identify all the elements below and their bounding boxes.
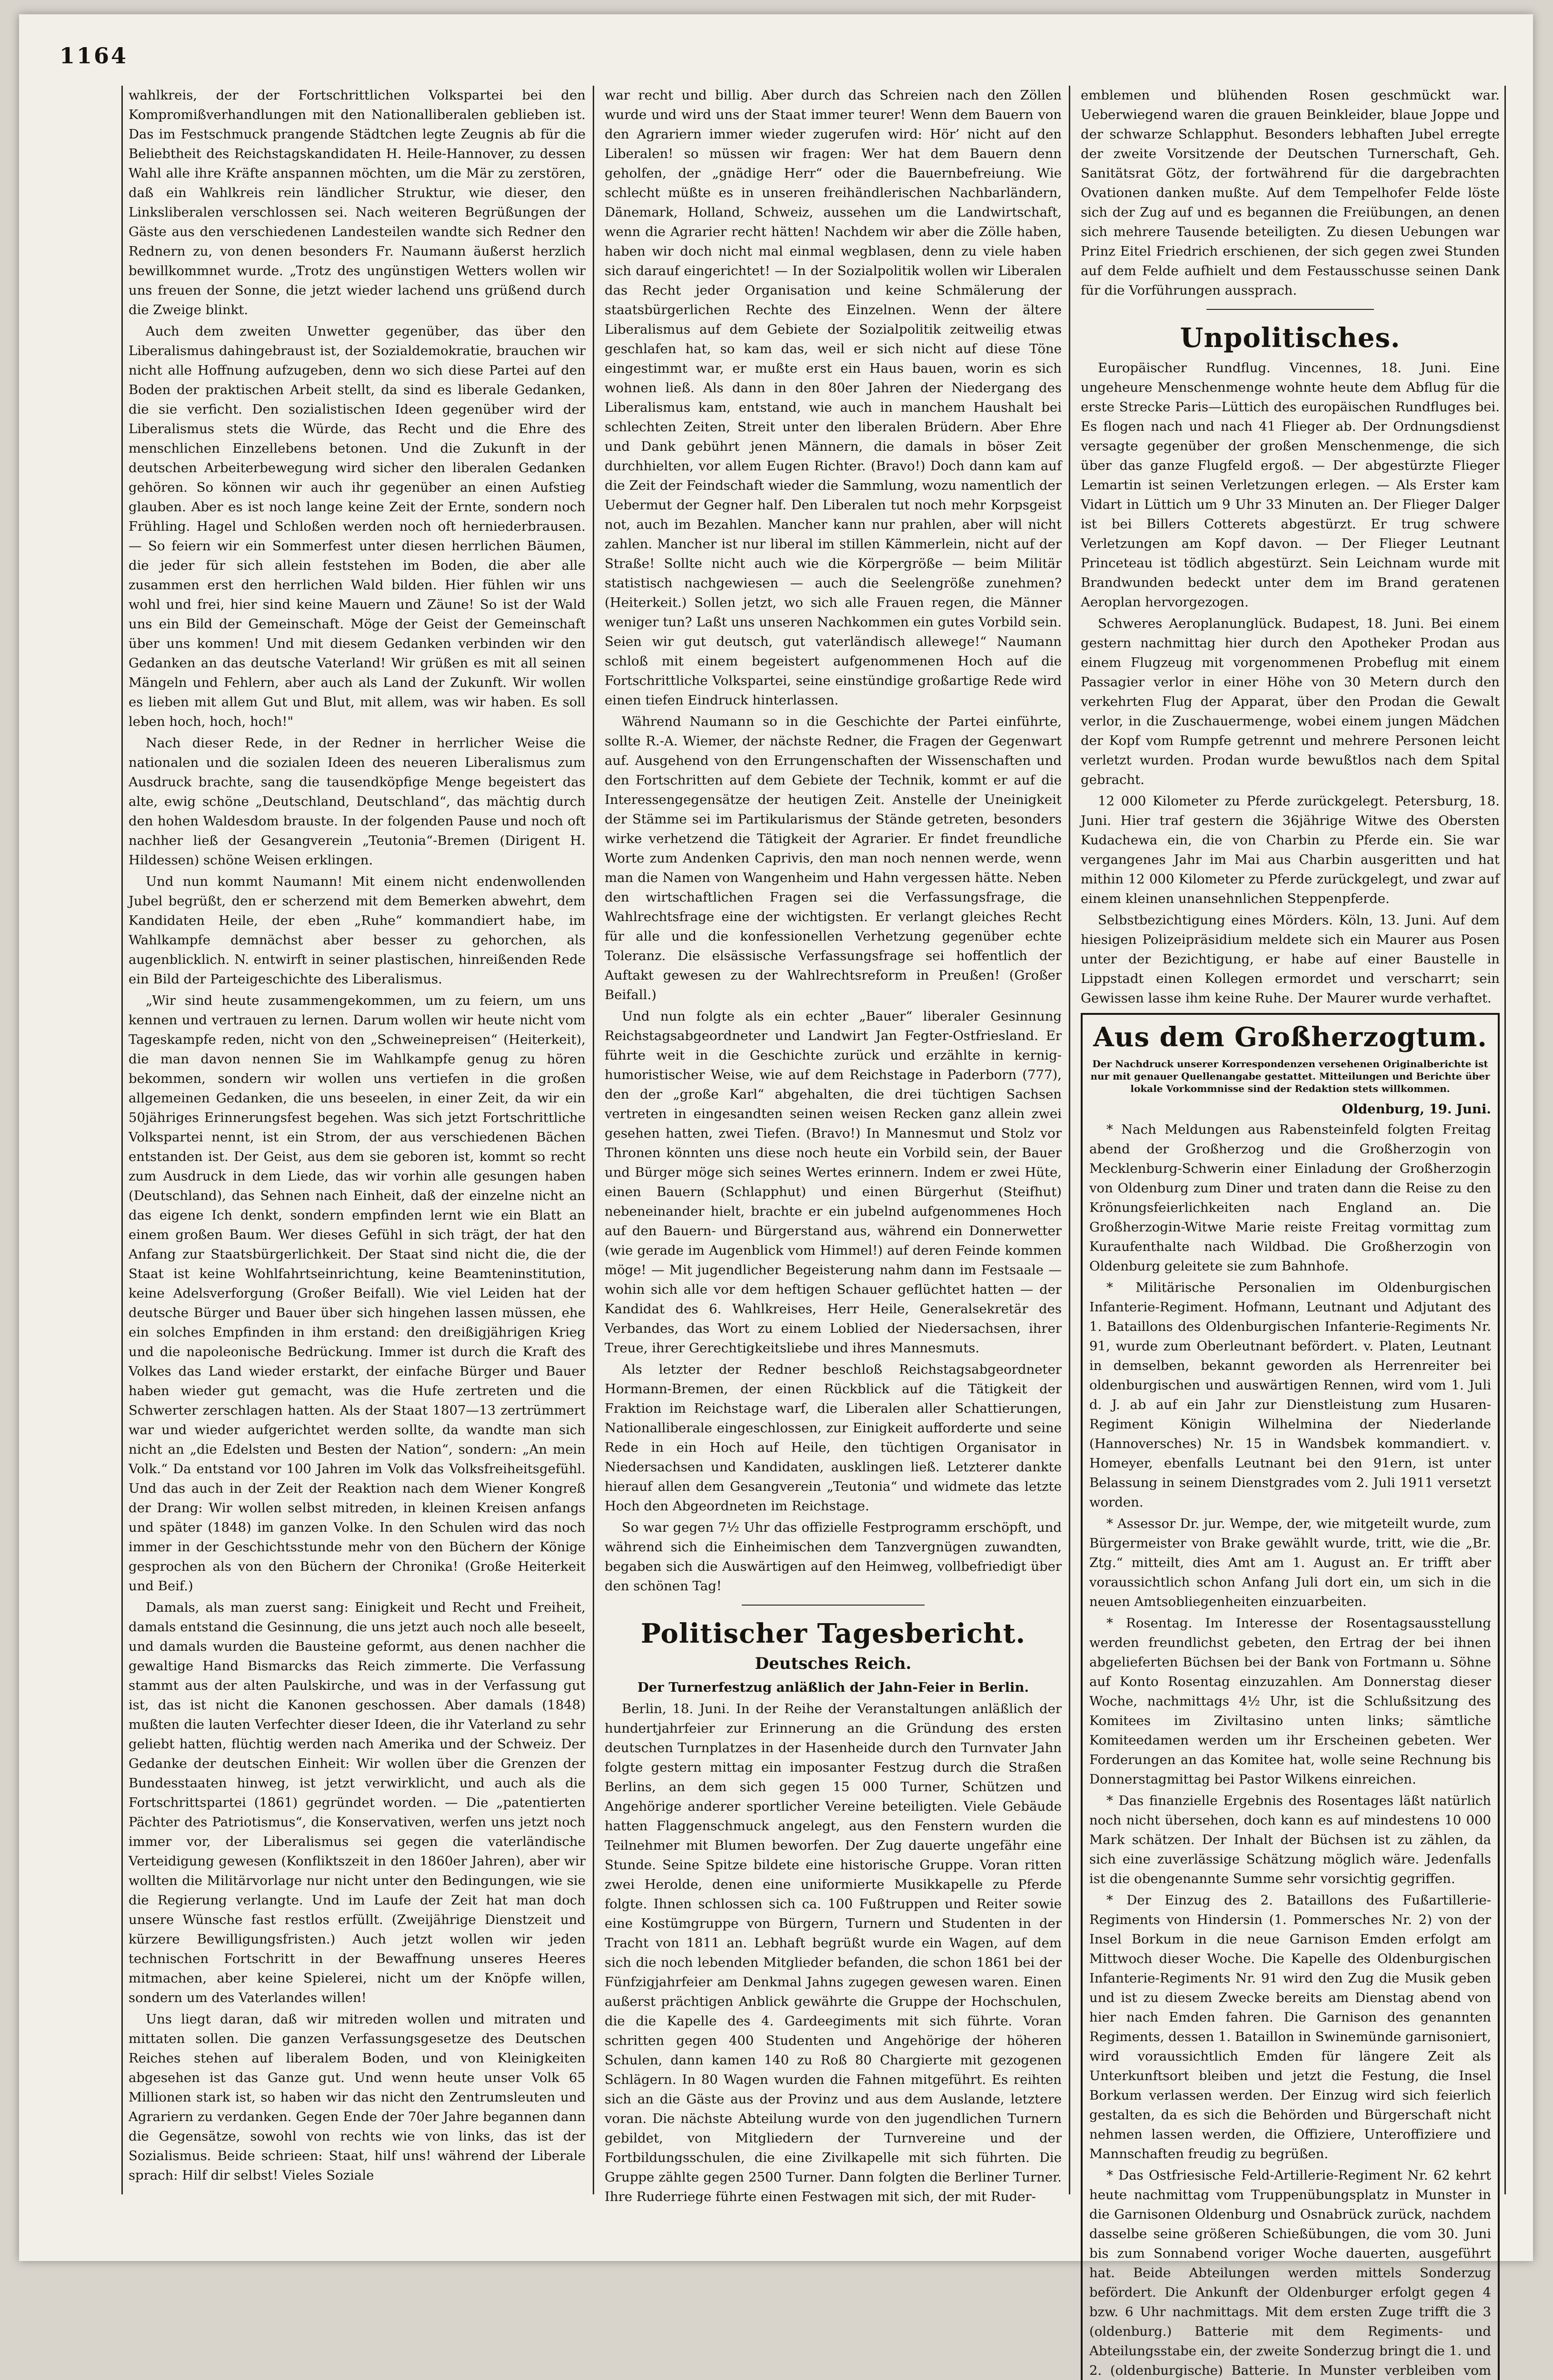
- col2-paragraph: Berlin, 18. Juni. In der Reihe der Veranstaltungen anläßlich der hundertjahrfeier zur Erinnerung an die Gründung des ersten deutschen Turnplatzes in der Hasenheide durch den Turnvater Jahn folgte gestern mittag ein imposanter Festzug durch die Straßen Berlins, an dem sich gegen 15 000 Turner, Schützen und Angehörige anderer sportlicher Vereine beteiligten. Viele Gebäude hatten Flaggenschmuck angelegt, aus den Fenstern wurden die Teilnehmer mit Blumen beworfen. Der Zug dauerte ungefähr eine Stunde. Seine Spitze bildete eine historische Gruppe. Voran ritten zwei Herolde, denen eine uniformierte Musikkapelle zu Pferde folgte. Ihnen schlossen sich ca. 100 Fußtruppen und Reiter sowie eine Kostümgruppe von Bürgern, Turnern und Studenten in der Tracht von 1811 an. Lebhaft begrüßt wurde ein Wagen, auf dem sich die noch lebenden Mitglieder befanden, die schon 1861 bei der Fünfzigjahrfeier am Denkmal Jahns zugegen gewesen waren. Einen außerst prächtigen Anblick gewährte die Gruppe der Hochschulen, die die Kapelle des 4. Gardeegiments mit sich führte. Voran schritten gegen 400 Studenten und Angehörige der höheren Schulen, dann kamen 140 zu Roß 80 Chargierte mit gezogenen Schlägern. In 80 Wagen wurden die Fahnen mitgeführt. Es reihten sich an die Gäste aus der Provinz und aus dem Auslande, letztere voran. Die nächste Abteilung wurde von den jugendlichen Turnern gebildet, von Mitgliedern der Turnvereine und der Fortbildungsschulen, die eine Zivilkapelle mit sich führten. Die Gruppe zählte gegen 2500 Turner. Dann folgten die Berliner Turner. Ihre Ruderriege führte einen Festwagen mit sich, der mit Ruder-: [605, 1701, 1062, 2204]
- col3-paragraph: 12 000 Kilometer zu Pferde zurückgelegt. Petersburg, 18. Juni. Hier traf gestern die 36jährige Witwe des Obersten Kudachewa ein, die von Charbin zu Pferde ein. Sie war vergangenes Jahr im Mai aus Charbin ausgeritten und hat mithin 12 000 Kilometer zu Pferde zurückgelegt, und zwar auf einem kleinen unansehnlichen Steppenpferde.: [1081, 793, 1500, 906]
- col3-paragraph: Schweres Aeroplanunglück. Budapest, 18. Juni. Bei einem gestern nachmittag hier durch den Apotheker Prodan aus einem Flugzeug mit vorgenommenen Probeflug mit einem Passagier verlor in einer Höhe von 30 Metern durch den verkehrten Flug der Apparat, über den Prodan die Gewalt verlor, in die Zuschauermenge, wobei einem jungen Mädchen der Kopf vom Rumpfe getrennt und mehrere Personen leicht verletzt wurden. Prodan wurde bewußtlos nach dem Spital gebracht.: [1081, 616, 1500, 787]
- col3-paragraph: * Militärische Personalien im Oldenburgischen Infanterie-Regiment. Hofmann, Leutnant und Adjutant des 1. Bataillons des Oldenburgischen Infanterie-Regiments Nr. 91, wurde zum Oberleutnant befördert. v. Platen, Leutnant in demselben, bekannt geworden als Herrenreiter bei oldenburgischen und auswärtigen Rennen, wird vom 1. Juli d. J. ab auf ein Jahr zur Dienstleistung zum Husaren-Regiment Königin Wilhelmina der Niederlande (Hannoversches) Nr. 15 in Wandsbek kommandiert. v. Homeyer, ebenfalls Leutnant bei den 91ern, ist unter Belassung in seinem Dienstgrades vom 2. Juli 1911 versetzt worden.: [1089, 1280, 1491, 1510]
- col1-paragraph: Uns liegt daran, daß wir mitreden wollen und mitraten und mittaten sollen. Die ganzen Verfassungsgesetze des Deutschen Reiches stehen auf liberalem Boden, und von Kleinigkeiten abgesehen ist das Ganze gut. Und wenn heute unser Volk 65 Millionen stark ist, so haben wir das nicht den Zentrumsleuten und Agrariern zu verdanken. Gegen Ende der 70er Jahre begannen dann die Gegensätze, sowohl von rechts wie von links, das ist der Sozialismus. Beide schrieen: Staat, hilf uns! während der Liberale sprach: Hilf dir selbst! Vieles Soziale: [129, 2012, 586, 2183]
- col3-paragraph: * Rosentag. Im Interesse der Rosentagsausstellung werden freundlichst gebeten, den Ertrag der bei ihnen abgelieferten Büchsen bei der Bank von Fortmann u. Söhne auf Konto Rosentag einzuzahlen. Am Donnerstag dieser Woche, nachmittags 4½ Uhr, ist die Schlußsitzung des Komitees im Ziviltasino unten links; sämtliche Komiteedamen werden um ihr Erscheinen gebeten. Wer Forderungen an das Komitee hat, wolle seine Rechnung bis Donnerstagmittag bei Pastor Wilkens einreichen.: [1089, 1616, 1491, 1787]
- column-1: [129, 86, 586, 2194]
- col3-paragraph: emblemen und blühenden Rosen geschmückt war. Ueberwiegend waren die grauen Beinkleider, blaue Joppe und der schwarze Schlapphut. Besonders lebhaften Jubel erregte der zweite Vorsitzende der Deutschen Turnerschaft, Geh. Sanitätsrat Götz, der fortwährend für die dargebrachten Ovationen danken mußte. Auf dem Tempelhofer Felde löste sich der Zug auf und es begannen die Freiübungen, an denen sich mehrere Tausende beteiligten. Zu diesen Uebungen war Prinz Eitel Friedrich erschienen, der sich gegen zwei Stunden auf dem Felde aufhielt und dem Festausschusse seinen Dank für die Vorführungen aussprach.: [1081, 88, 1500, 298]
- column-rule-left: [121, 86, 123, 2194]
- col3-paragraph: Selbstbezichtigung eines Mörders. Köln, 13. Juni. Auf dem hiesigen Polizeipräsidium meldete sich ein Maurer aus Posen unter der Bezichtigung, er habe auf einer Baustelle in Lippstadt einen Kollegen ermordet und verscharrt; sein Gewissen lasse ihm keine Ruhe. Der Maurer wurde verhaftet.: [1081, 912, 1500, 1006]
- section-subtitle-deutsches-reich: Deutsches Reich.: [755, 1654, 912, 1673]
- col3-paragraph: * Der Einzug des 2. Bataillons des Fußartillerie-Regiments von Hindersin (1. Pommersches Nr. 2) von der Insel Borkum in die neue Garnison Emden erfolgt am Mittwoch dieser Woche. Die Kapelle des Oldenburgischen Infanterie-Regiments Nr. 91 wird den Zug die Musik geben und ist zu diesem Zwecke bereits am Dienstag abend von hier nach Emden fahren. Die Garnison des genannten Regiments, dessen 1. Bataillon in Swinemünde garnisoniert, wird voraussichtlich Emden für längere Zeit als Unterkunftsort bleiben und jetzt die Festung, die Insel Borkum verlassen werden. Der Einzug wird sich feierlich gestalten, da es sich die Behörden und Bürgerschaft nicht nehmen lassen werden, die Offiziere, Unteroffiziere und Mannschaften freudig zu begrüßen.: [1089, 1893, 1491, 2162]
- col1-paragraph: Auch dem zweiten Unwetter gegenüber, das über den Liberalismus dahingebraust ist, der Sozialdemokratie, brauchen wir nicht alle Hoffnung aufzugeben, denn wo sich diese Partei auf den Boden der praktischen Arbeit stellt, da sind es liberale Gedanken, die sie verficht. Den sozialistischen Ideen gegenüber wird der Liberalismus stets die Würde, das Recht und die Ehre des menschlichen Einzellebens betonen. Und die Zukunft in der deutschen Arbeiterbewegung wird sicher den liberalen Gedanken gehören. So können wir auch ihr gegenüber an einen Aufstieg glauben. Aber es ist noch lange keine Zeit der Ernte, sondern noch Frühling. Hagel und Schloßen werden noch oft herniederbrausen. — So feiern wir ein Sommerfest unter diesen herrlichen Bäumen, die jeder für sich allein feststehen im Boden, die aber alle zusammen erst den herrlichen Wald bilden. Hier fühlen wir uns wohl und frei, hier sind keine Mauern und Zäune! So ist der Wald uns ein Bild der Gemeinschaft. Möge der Geist der Gemeinschaft über uns kommen! Und mit diesem Gedanken verbinden wir den Gedanken an das deutsche Vaterland! Wir grüßen es mit all seinen Mängeln und Fehlern, aber auch als Land der Zukunft. Wir wollen es lieben mit allem Gut und Blut, mit allem, was wir haben. Es soll leben hoch, hoch, hoch!": [129, 324, 586, 729]
- page-number: 1164: [60, 43, 129, 69]
- col2-paragraph: Als letzter der Redner beschloß Reichstagsabgeordneter Hormann-Bremen, der einen Rückblick auf die Tätigkeit der Fraktion im Reichstage warf, die Liberalen aller Schattierungen, Nationalliberale eingeschlossen, zur Einigkeit aufforderte und seine Rede in ein Hoch auf Heile, den tüchtigen Organisator in Niedersachsen und Kandidaten, ausklingen ließ. Letzterer dankte hierauf allen dem Gesangverein „Teutonia“ und widmete das letzte Hoch den Abgeordneten im Reichstage.: [605, 1362, 1062, 1514]
- col3-paragraph: * Das finanzielle Ergebnis des Rosentages läßt natürlich noch nicht übersehen, doch kann es auf mindestens 10 000 Mark schätzen. Der Inhalt der Büchsen ist zu zählen, da sich eine zuverlässige Schätzung möglich wäre. Jedenfalls ist die obengenannte Summe sehr vorsichtig gegriffen.: [1089, 1793, 1491, 1886]
- reprint-notice: Der Nachdruck unserer Korrespondenzen versehenen Originalberichte ist nur mit genauer Quellenangabe gestattet. Mitteilungen und Berichte über lokale Vorkommnisse sind der Redaktion stets willkommen.: [1090, 1058, 1490, 1094]
- col2-paragraph: Und nun folgte als ein echter „Bauer“ liberaler Gesinnung Reichstagsabgeordneter und Landwirt Jan Fegter-Ostfriesland. Er führte weit in die Geschichte zurück und erzählte in kernig-humoristischer Weise, wie auf dem Reichstage in Paderborn (777), den der „große Karl“ abgehalten, die drei tüchtigen Sachsen vertreten in eingesandten seinen weisen Recken ganz allein zwei gesehen hatten, zwei Tiefen. (Bravo!) In Mannesmut und Stolz vor Thronen könnten uns diese noch heute ein Vorbild sein, der Bauer und Bürger möge sich seines Wertes erinnern. Indem er zwei Hüte, einen Bauern (Schlapphut) und einen Bürgerhut (Steifhut) nebeneinander hielt, brachte er ein jubelnd aufgenommenes Hoch auf den Bauern- und Bürgerstand aus, während ein Donnerwetter (wie gerade im Augenblick vom Himmel!) auf deren Feinde kommen möge! — Mit jugendlicher Begeisterung nahm dann im Festsaale — wohin sich alle vor dem heftigen Schauer geflüchtet hatten — der Kandidat des 6. Wahlkreises, Herr Heile, Generalsekretär des Verbandes, das Wort zu einem Loblied der Niedersachsen, ihrer Treue, ihrer Gerechtigkeitsliebe und ihres Mannesmuts.: [605, 1009, 1062, 1356]
- col2-paragraph: Während Naumann so in die Geschichte der Partei einführte, sollte R.-A. Wiemer, der nächste Redner, die Fragen der Gegenwart auf. Ausgehend von den Errungenschaften der Wissenschaften und den Fortschritten auf dem Gebiete der Technik, kommt er auf die Interessengegensätze der heutigen Zeit. Anstelle der Uneinigkeit der Stämme sei im Partikularismus der Stände getreten, besonders wirke verhetzend die Tätigkeit der Agrarier. Er findet freundliche Worte zum Andenken Caprivis, den man noch nennen werde, wenn man die Namen von Wangenheim und Hahn vergessen hätte. Neben den wirtschaftlichen Fragen sei die Verfassungsfrage, die Wahlrechtsfrage eine der wichtigsten. Er verlangt gleiches Recht für alle und die konfessionellen Verhetzung gegenüber echte Toleranz. Die elsässische Verfassungsfrage sei hoffentlich der Auftakt gewesen zu der Wahlrechtsreform in Preußen! (Großer Beifall.): [605, 714, 1062, 1002]
- column-rule-right: [1504, 86, 1506, 2194]
- dateline: Oldenburg, 19. Juni.: [1342, 1101, 1491, 1117]
- col3-paragraph: Europäischer Rundflug. Vincennes, 18. Juni. Eine ungeheure Menschenmenge wohnte heute dem Abflug für die erste Strecke Paris—Lüttich des europäischen Rundfluges bei. Es flogen nach und nach 41 Flieger ab. Der Ordnungsdienst versagte gegenüber der großen Menschenmenge, die sich über das ganze Flugfeld ergoß. — Der abgestürzte Flieger Lemartin ist seinen Verletzungen erlegen. — Als Erster kam Vidart in Lüttich um 9 Uhr 33 Minuten an. Der Flieger Dalger ist bei Billers Cotterets abgestürzt. Er trug schwere Verletzungen am Kopf davon. — Der Flieger Leutnant Princeteau ist tödlich abgestürzt. Sein Leichnam wurde mit Brandwunden bedeckt unter dem im Brand geratenen Aeroplan hervorgezogen.: [1081, 360, 1500, 610]
- column-3: [1081, 86, 1500, 2378]
- section-title-politischer-tagesbericht: Politischer Tagesbericht.: [640, 1618, 1026, 1649]
- col1-paragraph: wahlkreis, der der Fortschrittlichen Volkspartei bei den Kompromißverhandlungen mit den Nationalliberalen geblieben ist. Das im Festschmuck prangende Städtchen legte Zeugnis ab für die Beliebtheit des Reichstagskandidaten H. Heile-Hannover, zu dessen Wahl alle ihre Kräfte anspannen möchten, um die Mär zu zerstören, daß ein Wahlkreis rein ländlicher Struktur, wie dieser, den Linksliberalen verschlossen sei. Nach weiteren Begrüßungen der Gäste aus den verschiedenen Landesteilen wandte sich Redner den Rednern zu, von denen besonders Fr. Naumann äußerst herzlich bewillkommnet wurde. „Trotz des ungünstigen Wetters wollen wir uns freuen der Sonne, die jetzt wieder lachend uns grüßend durch die Zweige blinkt.: [129, 88, 586, 317]
- col3-paragraph: * Das Ostfriesische Feld-Artillerie-Regiment Nr. 62 kehrt heute nachmittag vom Truppenübungsplatz in Munster in die Garnisonen Oldenburg und Osnabrück zurück, nachdem dasselbe seine größeren Schießübungen, die vom 30. Juni bis zum Sonnabend voriger Woche dauerten, ausgeführt hat. Beide Abteilungen werden mittels Sonderzug befördert. Die Ankunft der Oldenburger erfolgt gegen 4 bzw. 6 Uhr nachmittags. Mit dem ersten Zuge trifft die 3 (oldenburg.) Batterie mit dem Regiments- und Abteilungsstabe ein, der zweite Sonderzug bringt die 1. und 2. (oldenburgische) Batterie. In Munster verbleiben vom: [1089, 2168, 1491, 2378]
- col1-paragraph: „Wir sind heute zusammengekommen, um zu feiern, um uns kennen und vertrauen zu lernen. Darum wollen wir heute nicht vom Tageskampfe reden, nicht von den „Schweinepreisen“ (Heiterkeit), die man davon nennen Sie im Wahlkampfe genug zu hören bekommen, sondern wir wollen uns vertiefen in die großen allgemeinen Gedanken, die uns beseelen, in einer Zeit, da wir ein 50jähriges Erinnerungsfest begehen. Was sich jetzt Fortschrittliche Volkspartei nennt, ist ein Strom, der aus verschiedenen Bächen entstanden ist. Der Geist, aus dem sie geboren ist, kommt so recht zum Ausdruck in dem Liede, das wir vorhin alle gesungen haben (Deutschland), das Sehnen nach Einheit, daß der einzelne nicht an das eigene Ich denkt, sondern empfinden lernt wie ein Blatt an einem großen Baum. Wer dieses Gefühl in sich trägt, der hat den Anfang zur Staatsbürgerlichkeit. Der Staat sind nicht die, die der Staat ist keine Wohlfahrtseinrichtung, keine Beamteninstitution, keine Adelsverforgung (Großer Beifall). Wie viel Leiden hat der deutsche Bürger und Bauer über sich hingehen lassen müssen, ehe ein solches Empfinden in ihm erstand: den dreißigjährigen Krieg und die napoleonische Bedrückung. Immer ist durch die Kraft des Volkes das Land wieder erstarkt, der einfache Bürger und Bauer haben wieder gut gemacht, was die Hufe zertreten und die Schwerter zerschlagen hatten. Als der Staat 1807—13 zertrümmert war und wieder aufgerichtet werden sollte, da wandte man sich nicht an „die Edelsten und Besten der Nation“, sondern: „An mein Volk.“ Da entstand vor 100 Jahren im Volk das Volksfreiheitsgefühl. Und das auch in der Zeit der Reaktion nach dem Wiener Kongreß der Drang: Wir wollen selbst mitreden, in kleinen Kreisen anfangs und später (1848) im ganzen Volke. In den Schulen wird das noch immer in der Geschichtsstunde mehr von den Büchern der Könige gesprochen als von den Büchern der Chronika! (Große Heiterkeit und Beif.): [129, 993, 586, 1594]
- column-2: [605, 86, 1062, 2204]
- article-headline: Der Turnerfestzug anläßlich der Jahn-Feier in Berlin.: [637, 1680, 1029, 1695]
- section-title-unpolitisches: Unpolitisches.: [1180, 322, 1401, 354]
- col1-paragraph: Und nun kommt Naumann! Mit einem nicht endenwollenden Jubel begrüßt, den er scherzend mit dem Bemerken abwehrt, dem Kandidaten Heile, der eben „Ruhe“ kommandiert habe, im Wahlkampfe demnächst aber besser zu gehorchen, als augenblicklich. N. entwirft in seiner plastischen, hinreißenden Rede ein Bild der Parteigeschichte des Liberalismus.: [129, 874, 586, 987]
- divider: [1206, 309, 1374, 310]
- column-rule-1: [593, 86, 594, 2194]
- col3-paragraph: * Nach Meldungen aus Rabensteinfeld folgten Freitag abend der Großherzog und die Großherzogin von Mecklenburg-Schwerin einer Einladung der Großherzogin von Oldenburg zum Diner und traten dann die Reise zu den Krönungsfeierlichkeiten nach England an. Die Großherzogin-Witwe Marie reiste Freitag vormittag zum Kuraufenthalte nach Wildbad. Die Großherzogin von Oldenburg geleitete sie zum Bahnhofe.: [1089, 1122, 1491, 1274]
- col2-paragraph: So war gegen 7½ Uhr das offizielle Festprogramm erschöpft, und während sich die Einheimischen dem Tanzvergnügen zuwandten, begaben sich die Auswärtigen auf den Heimweg, vollbefriedigt über den schönen Tag!: [605, 1520, 1062, 1594]
- duchy-section-box: [1081, 1013, 1500, 2380]
- col3-paragraph: * Assessor Dr. jur. Wempe, der, wie mitgeteilt wurde, zum Bürgermeister von Brake gewählt wurde, tritt, wie die „Br. Ztg.“ mitteilt, dies Amt am 1. August an. Er trifft aber voraussichtlich schon Anfang Juli dort ein, um sich in die neuen Amtsobliegenheiten einzuarbeiten.: [1089, 1516, 1491, 1609]
- divider: [742, 1605, 925, 1606]
- section-title-grossherzogtum: Aus dem Großherzogtum.: [1093, 1021, 1487, 1053]
- col1-paragraph: Damals, als man zuerst sang: Einigkeit und Recht und Freiheit, damals entstand die Gesinnung, die uns jetzt auch noch alle beseelt, und damals wurden die Bausteine geformt, aus denen nachher die gewaltige Hand Bismarcks das Reich zimmerte. Die Verfassung stammt aus der alten Paulskirche, und was in der Verfassung gut ist, das ist nicht die Kanonen geschossen. Aber damals (1848) mußten die lauten Verfechter dieser Ideen, die ihr Vaterland zu sehr geliebt hatten, flüchtig werden nach Amerika und der Schweiz. Der Gedanke der deutschen Einheit: Wir wollen über die Grenzen der Bundesstaaten hinweg, ist jetzt verwirklicht, und auch als die Fortschrittspartei (1861) gegründet worden. — Die „patentierten Pächter des Patriotismus“, die Konservativen, werfen uns jetzt noch immer vor, der Liberalismus sei gegen die vaterländische Verteidigung gewesen (Konfliktszeit in den 1860er Jahren), aber wir wollten die Militärvorlage nur nicht unter den Bedingungen, wie sie die Regierung verlangte. Und im Laufe der Zeit hat man doch unsere Wünsche fast restlos erfüllt. (Zweijährige Dienstzeit und kürzere Bewilligungsfristen.) Auch jetzt wollen wir jeden technischen Fortschritt in der Bewaffnung unseres Heeres mitmachen, aber keine Spielerei, nicht um der Knöpfe willen, sondern um des Vaterlandes willen!: [129, 1600, 586, 2005]
- col2-paragraph: war recht und billig. Aber durch das Schreien nach den Zöllen wurde und wird uns der Staat immer teurer! Wenn dem Bauern von den Agrariern immer wieder zugerufen wird: Hör’ nicht auf den Liberalen! so müssen wir fragen: Wer hat dem Bauern denn geholfen, der „gnädige Herr“ oder die Bauernbefreiung. Wie schlecht müßte es in unseren freihändlerischen Nachbarländern, Dänemark, Holland, Schweiz, aussehen um die Landwirtschaft, wenn die Agrarier recht hätten! Nachdem wir aber die Zölle haben, haben wir doch nicht mal einmal wegblasen, denn zu viele haben sich darauf eingerichtet! — In der Sozialpolitik wollen wir Liberalen das Recht jeder Organisation und keine Schmälerung der staatsbürgerlichen Rechte des Einzelnen. Wenn der ältere Liberalismus auf dem Gebiete der Sozialpolitik zeitweilig etwas geschlafen hat, so kam das, weil er sich nicht auf diese Töne eingestimmt war, er mußte erst ein Haus bauen, worin es sich wohnen ließ. Als dann in den 80er Jahren der Niedergang des Liberalismus kam, entstand, wie auch in manchem Haushalt bei schlechten Zeiten, Streit unter den liberalen Brüdern. Aber Ehre und Dank gebührt jenen Männern, die damals in böser Zeit durchhielten, vor allem Eugen Richter. (Bravo!) Doch dann kam auf die Zeit der Feindschaft wieder die Sammlung, wozu namentlich der Uebermut der Gegner half. Den Liberalen tut noch mehr Korpsgeist not, auch im Bezahlen. Mancher kann nur prahlen, aber will nicht zahlen. Mancher ist nur liberal im stillen Kämmerlein, nicht auf der Straße! Sollte nicht auch wie die Körpergröße — beim Militär statistisch nachgewiesen — auch die Seelengröße zunehmen? (Heiterkeit.) Sollen jetzt, wo sich alle Frauen regen, die Männer weniger tun? Laßt uns unseren Nachkommen ein gutes Vorbild sein. Seien wir gut deutsch, gut vaterländisch allewege!“ Naumann schloß mit einem begeistert aufgenommenen Hoch auf die Fortschrittliche Volkspartei, seine einstündige großartige Rede wird einen tiefen Eindruck hinterlassen.: [605, 88, 1062, 708]
- column-rule-2: [1069, 86, 1070, 2194]
- col1-paragraph: Nach dieser Rede, in der Redner in herrlicher Weise die nationalen und die sozialen Ideen des neueren Liberalismus zum Ausdruck brachte, sang die tausendköpfige Menge begeistert das alte, ewig schöne „Deutschland, Deutschland“, das mächtig durch den hohen Waldesdom brauste. In der folgenden Pause und noch oft nachher ließ der Gesangverein „Teutonia“-Bremen (Dirigent H. Hildessen) schöne Weisen erklingen.: [129, 735, 586, 868]
- newspaper-page: [19, 14, 1533, 2378]
